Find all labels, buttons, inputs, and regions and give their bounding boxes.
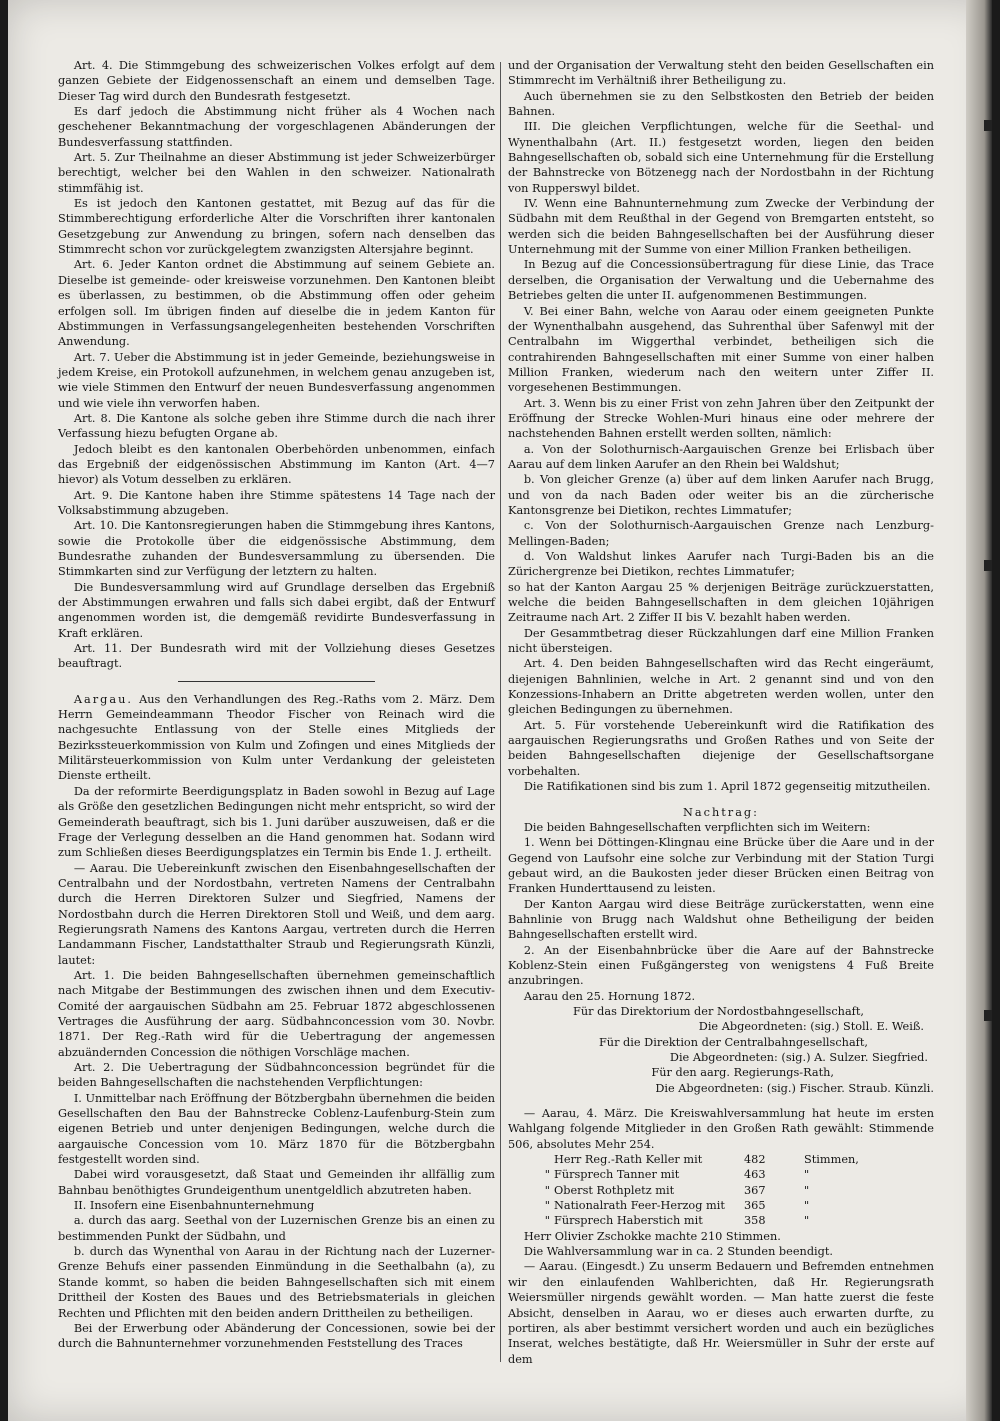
paragraph: Art. 5. Für vorstehende Uebereinkunft wird die Ratifikation des aargauischen Regierungsraths und Großen Rathes und von Seite der beiden Bahngesellschaften diejenige der Gesellschaftsorgane vorbehalten.	[508, 718, 934, 778]
vote-prefix: "	[544, 1199, 550, 1213]
paragraph: und der Organisation der Verwaltung steht den beiden Gesellschaften ein Stimmrecht im Verhältniß ihrer Betheiligung zu.	[508, 59, 934, 88]
paragraph: b. Von gleicher Grenze (a) über auf dem linken Aarufer nach Brugg, und von da nach Baden oder weiter bis an die zürcherische Kantonsgrenze bei Dietikon, rechtes Limmatufer;	[508, 473, 934, 517]
paragraph: Art. 7. Ueber die Abstimmung ist in jeder Gemeinde, beziehungsweise in jedem Kreise, ein Protokoll aufzunehmen, in welchem genau anzugeben ist, wie viele Stimmen den Entwurf der neuen Bundesverfassung angenommen und wie viele ihn verworfen haben.	[58, 350, 495, 410]
signature-line: Für die Direktion der Centralbahngesellschaft,	[598, 1035, 868, 1049]
paragraph: Bei der Erwerbung oder Abänderung der Concessionen, sowie bei der durch die Bahnunternehmer vorzunehmenden Feststellung des Traces	[58, 1321, 495, 1351]
paragraph: Da der reformirte Beerdigungsplatz in Baden sowohl in Bezug auf Lage als Größe den gesetzlichen Bedingungen nicht mehr entspricht, so wird der Gemeinderath beauftragt, sich bis 1. Juni darüber auszuweisen, daß er die Frage der Verlegung desselben an die Hand genommen hat. Sodann wird zum Schließen dieses Beerdigungsplatzes ein Termin bis Ende 1. J. ertheilt.	[58, 784, 495, 860]
vote-count: 365	[744, 1199, 766, 1213]
paragraph: Jedoch bleibt es den kantonalen Oberbehörden unbenommen, einfach das Ergebniß der eidgenössischen Abstimmung im Kanton (Art. 4—7 hievor) als Votum desselben zu erklären.	[58, 442, 495, 487]
paragraph: Die Ratifikationen sind bis zum 1. April 1872 gegenseitig mitzutheilen.	[523, 780, 931, 794]
paragraph: a. durch das aarg. Seethal von der Luzernischen Grenze bis an einen zu bestimmenden Punkt der Südbahn, und	[58, 1214, 495, 1243]
paragraph: c. Von der Solothurnisch-Aargauischen Grenze nach Lenzburg-Mellingen-Baden;	[508, 519, 934, 548]
paragraph: Art. 8. Die Kantone als solche geben ihre Stimme durch die nach ihrer Verfassung hiezu befugten Organe ab.	[58, 411, 495, 441]
paragraph-text: Aus den Verhandlungen des Reg.-Raths vom 2. März. Dem Herrn Gemeindeammann Theodor Fischer von Reinach wird die nachgesuchte Entlassung von der Stelle eines Mitglieds der Bezirkssteuerkommission von Kulm und Zofingen und eines Mitglieds der Militärsteuerkommission von Kulm unter Verdankung der geleisteten Dienste ertheilt.	[58, 692, 495, 783]
vote-table	[534, 1152, 934, 1229]
paragraph: Die beiden Bahngesellschaften verpflichten sich im Weitern:	[523, 820, 871, 834]
paragraph: I. Unmittelbar nach Eröffnung der Bötzbergbahn übernehmen die beiden Gesellschaften den Bau der Bahnstrecke Coblenz-Laufenburg-Stein zum eigenen Betrieb und unter denjenigen Bedingungen, welche durch die aargauische Concession vom 10. März 1870 für die Bötzbergbahn festgestellt worden sind.	[58, 1091, 495, 1167]
paragraph: Herr Olivier Zschokke machte 210 Stimmen.	[523, 1229, 781, 1243]
paragraph: — Aarau. Die Uebereinkunft zwischen den Eisenbahngesellschaften der Centralbahn und der Nordostbahn, vertreten Namens der Centralbahn durch die Herren Direktoren Sulzer und Siegfried, Namens der Nordostbahn durch die Herren Direktoren Stoll und Weiß, und dem aarg. Regierungsrath Namens des Kantons Aargau, vertreten durch die Herren Landammann Fischer, Landstatthalter Straub und Regierungsrath Künzli, lautet:	[58, 861, 495, 967]
paragraph: 1. Wenn bei Döttingen-Klingnau eine Brücke über die Aare und in der Gegend von Laufsohr eine solche zur Verbindung mit der Station Turgi gebaut wird, an die Baukosten jeder dieser Brücken einen Beitrag von Franken Hunderttausend zu leisten.	[508, 836, 934, 896]
vote-count: 463	[744, 1168, 766, 1182]
paragraph: III. Die gleichen Verpflichtungen, welche für die Seethal- und Wynenthalbahn (Art. II.) festgesetzt worden, liegen den beiden Bahngesellschaften ob, sobald sich eine Unternehmung für die Erstellung der Bahnstrecke von Bötzenegg nach der Nordostbahn in der Richtung von Rupperswyl bildet.	[508, 120, 934, 195]
paragraph: Art. 10. Die Kantonsregierungen haben die Stimmgebung ihres Kantons, sowie die Protokolle über die eidgenössische Abstimmung, dem Bundesrathe zuhanden der Bundesversammlung zu übersenden. Die Stimmkarten sind zur Verfügung der letztern zu halten.	[58, 519, 495, 579]
newspaper-page	[8, 0, 992, 1421]
paragraph: a. Von der Solothurnisch-Aargauischen Grenze bei Erlisbach über Aarau auf dem linken Aarufer an den Rhein bei Waldshut;	[508, 442, 934, 471]
paragraph: IV. Wenn eine Bahnunternehmung zum Zwecke der Verbindung der Südbahn mit dem Reußthal in der Gegend von Bremgarten entsteht, so werden sich die beiden Bahngesellschaften bei der Ausführung dieser Unternehmung mit der Summe von einer Million Franken betheiligen.	[508, 197, 934, 257]
vote-count: 482	[744, 1153, 766, 1167]
page-edge	[966, 0, 992, 1421]
edge-mark	[984, 120, 992, 131]
vote-unit: "	[804, 1199, 810, 1213]
paragraph: Art. 1. Die beiden Bahngesellschaften übernehmen gemeinschaftlich nach Mitgabe der Bestimmungen des zwischen ihnen und dem Executiv-Comité der aargauischen Südbahn am 25. Februar 1872 abgeschlossenen Vertrages die Ausführung der aarg. Südbahnconcession vom 30. Novbr. 1871. Der Reg.-Rath wird für die Uebertragung der angemessen abzuändernden Concession die nöthigen Vorschläge machen.	[58, 968, 495, 1059]
vote-unit: Stimmen,	[804, 1153, 859, 1167]
vote-name: Fürsprech Tanner mit	[554, 1168, 680, 1182]
paragraph: Es darf jedoch die Abstimmung nicht früher als 4 Wochen nach geschehener Bekanntmachung der vorgeschlagenen Abänderungen der Bundesverfassung stattfinden.	[58, 105, 495, 149]
paragraph: Auch übernehmen sie zu den Selbstkosten den Betrieb der beiden Bahnen.	[508, 89, 934, 119]
vote-prefix	[534, 1152, 554, 1167]
vote-count: 358	[744, 1214, 766, 1228]
paragraph: Art. 4. Den beiden Bahngesellschaften wird das Recht eingeräumt, diejenigen Bahnlinien, welche in Art. 2 genannt sind und von den Konzessions-Inhabern an Dritte abgetreten werden wollen, unter den gleichen Bedingungen zu übernehmen.	[508, 657, 934, 717]
vote-name: Herr Reg.-Rath Keller mit	[554, 1153, 703, 1167]
edge-mark	[984, 1010, 992, 1021]
edge-mark	[984, 560, 992, 571]
date-line: Aarau den 25. Hornung 1872.	[523, 989, 696, 1003]
paragraph: In Bezug auf die Concessionsübertragung für diese Linie, das Trace derselben, die Organisation der Verwaltung und die Uebernahme des Betriebes gelten die unter II. aufgenommenen Bestimmungen.	[508, 258, 934, 303]
left-column	[58, 58, 495, 1352]
paragraph: Es ist jedoch den Kantonen gestattet, mit Bezug auf das für die Stimmberechtigung erforderliche Alter die Vorschriften ihrer kantonalen Gesetzgebung zur Anwendung zu bringen, sofern nach denselben das Stimmrecht schon vor zurückgelegtem zwanzigsten Altersjahre beginnt.	[58, 197, 495, 257]
paragraph: — Aarau, 4. März. Die Kreiswahlversammlung hat heute im ersten Wahlgang folgende Mitglieder in den Großen Rath gewählt: Stimmende 506, absolutes Mehr 254.	[508, 1107, 934, 1151]
paragraph: 2. An der Eisenbahnbrücke über die Aare auf der Bahnstrecke Koblenz-Stein einen Fußgängersteg von wenigstens 4 Fuß Breite anzubringen.	[508, 943, 934, 988]
right-column	[508, 58, 934, 1367]
vote-unit: "	[804, 1214, 810, 1228]
vote-prefix: "	[544, 1183, 550, 1197]
paragraph: Dabei wird vorausgesetzt, daß Staat und Gemeinden ihr allfällig zum Bahnbau benöthigtes Grundeigenthum unentgeldlich abzutreten haben.	[58, 1168, 495, 1197]
signature-line: Die Abgeordneten: (sig.) Stoll. E. Weiß.	[698, 1020, 924, 1034]
paragraph: V. Bei einer Bahn, welche von Aarau oder einem geeigneten Punkte der Wynenthalbahn ausgehend, das Suhrenthal über Safenwyl mit der Centralbahn im Wiggerthal verbindet, betheiligen sich die contrahirenden Bahngesellschaften mit einer Summe von einer halben Million Franken, wiederum nach den weitern unter Ziffer II. vorgesehenen Bestimmungen.	[508, 304, 934, 395]
vote-name: Fürsprech Haberstich mit	[554, 1214, 703, 1228]
paragraph: so hat der Kanton Aargau 25 % derjenigen Beiträge zurückzuerstatten, welche die beiden Bahngesellschaften in dem gleichen 10jährigen Zeitraume nach Art. 2 Ziffer II bis V. bezahlt haben werden.	[508, 580, 934, 625]
signature-line: Die Abgeordneten: (sig.) Fischer. Straub. Künzli.	[655, 1081, 934, 1095]
vote-unit: "	[804, 1168, 810, 1182]
paragraph: b. durch das Wynenthal von Aarau in der Richtung nach der Luzerner-Grenze Behufs einer passenden Einmündung in die Seethalbahn (a), zu Stande kommt, so haben die beiden Bahngesellschaften sich mit einem Drittheil der Kosten des Baues und des Betriebsmaterials in gleichen Rechten und Pflichten mit den beiden andern Drittheilen zu betheiligen.	[58, 1245, 495, 1320]
vote-prefix: "	[544, 1214, 550, 1228]
paragraph: Art. 2. Die Uebertragung der Südbahnconcession begründet für die beiden Bahngesellschaften die nachstehenden Verpflichtungen:	[58, 1061, 495, 1090]
column-divider	[500, 62, 501, 1362]
signature-line: Für den aarg. Regierungs-Rath,	[651, 1066, 834, 1080]
vote-unit: "	[804, 1183, 810, 1197]
paragraph: Die Bundesversammlung wird auf Grundlage derselben das Ergebniß der Abstimmungen erwahren und falls sich dabei ergibt, daß der Entwurf angenommen worden ist, die demgemäß revidirte Bundesverfassung in Kraft erklären.	[58, 580, 495, 640]
signature-line: Für das Direktorium der Nordostbahngesellschaft,	[573, 1004, 864, 1018]
paragraph: Art. 3. Wenn bis zu einer Frist von zehn Jahren über den Zeitpunkt der Eröffnung der Strecke Wohlen-Muri hinaus eine oder mehrere der nachstehenden Bahnen erstellt werden sollten, nämlich:	[508, 396, 934, 441]
paragraph: II. Insofern eine Eisenbahnunternehmung	[73, 1199, 315, 1213]
vote-name: Nationalrath Feer-Herzog mit	[554, 1199, 725, 1213]
paragraph: — Aarau. (Eingesdt.) Zu unserm Bedauern und Befremden entnehmen wir den einlaufenden Wahlberichten, daß Hr. Regierungsrath Weiersmüller nirgends gewählt worden. — Man hatte zuerst die feste Absicht, denselben in Aarau, wo er dieses auch erwarten durfte, zu portiren, als aber bestimmt versichert worden und auch ein bezügliches Inserat, welches bestätigte, daß Hr. Weiersmüller in Suhr der erste auf dem	[508, 1260, 934, 1366]
paragraph: Art. 9. Die Kantone haben ihre Stimme spätestens 14 Tage nach der Volksabstimmung abzugeben.	[58, 488, 495, 517]
paragraph: Die Wahlversammlung war in ca. 2 Stunden beendigt.	[523, 1245, 834, 1259]
paragraph: Art. 4. Die Stimmgebung des schweizerischen Volkes erfolgt auf dem ganzen Gebiete der Eidgenossenschaft an einem und demselben Tage. Dieser Tag wird durch den Bundesrath festgesetzt.	[58, 59, 495, 103]
nachtrag-heading: Nachtrag:	[683, 805, 759, 819]
signature-line: Die Abgeordneten: (sig.) A. Sulzer. Siegfried.	[669, 1051, 928, 1064]
section-rule	[178, 681, 375, 682]
paragraph: Art. 6. Jeder Kanton ordnet die Abstimmung auf seinem Gebiete an. Dieselbe ist gemeinde- oder kreisweise vorzunehmen. Den Kantonen bleibt es überlassen, zu bestimmen, ob die Abstimmung offen oder geheim erfolgen soll. Im übrigen finden auf dieselbe die in jedem Kanton für Abstimmungen in Verfassungsangelegenheiten bestehenden Vorschriften Anwendung.	[58, 258, 495, 349]
paragraph: Art. 11. Der Bundesrath wird mit der Vollziehung dieses Gesetzes beauftragt.	[58, 642, 495, 671]
section-head: Aargau.	[73, 692, 133, 706]
vote-count: 367	[744, 1183, 766, 1197]
vote-name: Oberst Rothpletz mit	[554, 1183, 675, 1197]
paragraph: d. Von Waldshut linkes Aarufer nach Turgi-Baden bis an die Zürichergrenze bei Dietikon, rechtes Limmatufer;	[508, 550, 934, 579]
vote-prefix: "	[544, 1168, 550, 1182]
section-paragraph	[58, 692, 495, 784]
paragraph: Der Gesammtbetrag dieser Rückzahlungen darf eine Million Franken nicht übersteigen.	[508, 626, 934, 656]
paragraph: Art. 5. Zur Theilnahme an dieser Abstimmung ist jeder Schweizerbürger berechtigt, welcher bei den Wahlen in den schweizer. Nationalrath stimmfähig ist.	[58, 151, 495, 195]
paragraph: Der Kanton Aargau wird diese Beiträge zurückerstatten, wenn eine Bahnlinie von Brugg nach Waldshut ohne Betheiligung der beiden Bahngesellschaften erstellt wird.	[508, 897, 934, 942]
